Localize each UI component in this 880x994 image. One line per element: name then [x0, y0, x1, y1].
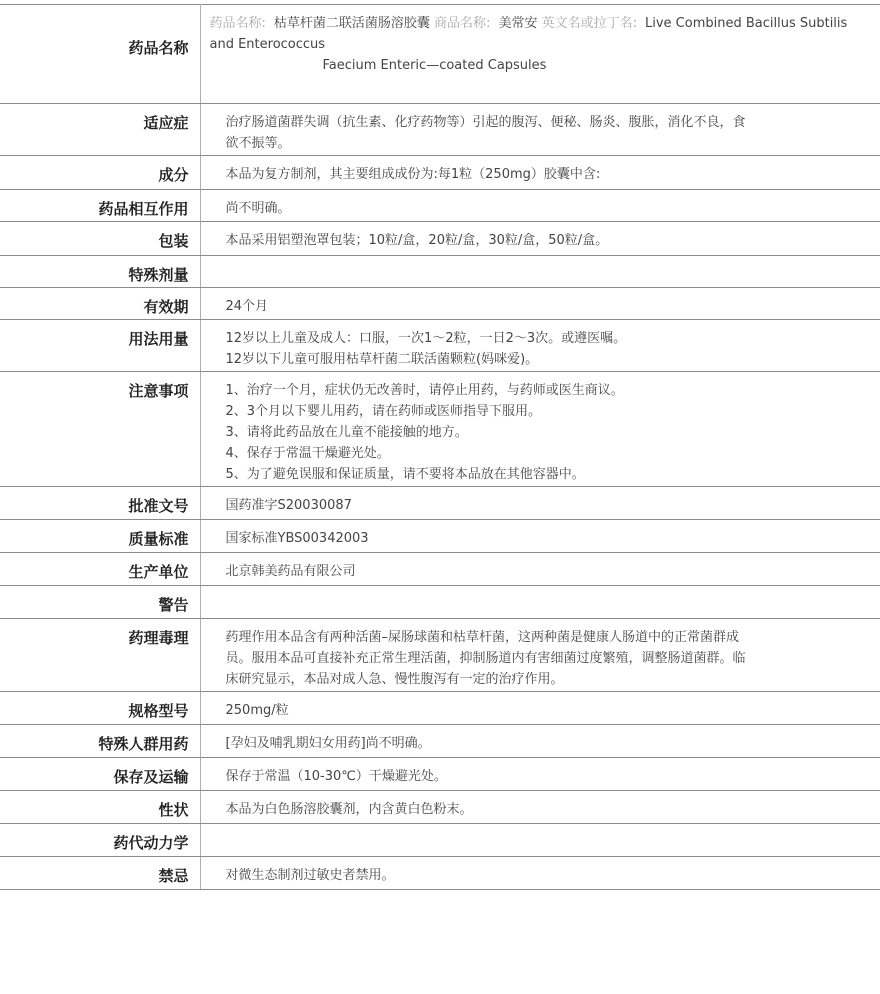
spec-value: [200, 104, 880, 156]
generic-name-line: [210, 16, 430, 31]
spec-value-line: 尚不明确。: [225, 201, 291, 216]
spec-row: [0, 256, 880, 288]
spec-value-line: 12岁以上儿童及成人：口服，一次1～2粒，一日2～3次。或遵医嘱。: [225, 331, 627, 346]
spec-row: [0, 320, 880, 372]
spec-value: [200, 520, 880, 553]
spec-value-line: 北京韩美药品有限公司: [225, 564, 356, 579]
spec-key: 警告: [0, 586, 200, 619]
spec-value-line: 本品为白色肠溶胶囊剂，内含黄白色粉末。: [225, 802, 473, 817]
spec-row: [0, 857, 880, 890]
spec-value: [200, 553, 880, 586]
spec-key: 禁忌: [0, 857, 200, 890]
spec-value: [200, 256, 880, 288]
spec-key: 有效期: [0, 288, 200, 320]
spec-value: [200, 5, 880, 104]
spec-key: 用法用量: [0, 320, 200, 372]
spec-value: [200, 758, 880, 791]
spec-row: [0, 791, 880, 824]
spec-key: 性状: [0, 791, 200, 824]
spec-value: [200, 725, 880, 758]
spec-value-line: 250mg/粒: [225, 703, 289, 718]
spec-row: [0, 288, 880, 320]
spec-value-line: 5、为了避免误服和保证质量，请不要将本品放在其他容器中。: [225, 467, 585, 482]
spec-key: 特殊剂量: [0, 256, 200, 288]
spec-row: [0, 586, 880, 619]
spec-value: [200, 487, 880, 520]
spec-value-line: 本品为复方制剂，其主要组成成份为:每1粒（250mg）胶囊中含:: [225, 167, 601, 182]
spec-value-line: 国药准字S20030087: [225, 498, 352, 513]
spec-value: [200, 857, 880, 890]
spec-row: [0, 758, 880, 791]
spec-table-body: [0, 5, 880, 890]
spec-value-line: 治疗肠道菌群失调（抗生素、化疗药物等）引起的腹泻、便秘、肠炎、腹胀，消化不良，食: [225, 115, 746, 130]
spec-row: [0, 372, 880, 487]
spec-value: [200, 791, 880, 824]
spec-key: 生产单位: [0, 553, 200, 586]
spec-value-line: 药理作用本品含有两种活菌–屎肠球菌和枯草杆菌，这两种菌是健康人肠道中的正常菌群成: [225, 630, 740, 645]
spec-value-line: 1、治疗一个月，症状仍无改善时，请停止用药，与药师或医生商议。: [225, 383, 624, 398]
spec-value-line: 床研究显示，本品对成人急、慢性腹泻有一定的治疗作用。: [225, 672, 564, 687]
generic-name-label: 药品名称:: [209, 16, 266, 31]
spec-value: [200, 156, 880, 190]
spec-value: [200, 586, 880, 619]
spec-row: [0, 520, 880, 553]
generic-name-value: 枯草杆菌二联活菌肠溶胶囊: [273, 16, 430, 31]
spec-key: 药品相互作用: [0, 190, 200, 222]
spec-value-line: 员。服用本品可直接补充正常生理活菌，抑制肠道内有害细菌过度繁殖，调整肠道菌群。临: [225, 651, 746, 666]
spec-row-drug-name: [0, 5, 880, 104]
trade-name-value: 美常安: [498, 16, 538, 31]
spec-key: 包装: [0, 222, 200, 256]
spec-value: [200, 372, 880, 487]
spec-value: [200, 619, 880, 692]
spec-key: 规格型号: [0, 692, 200, 725]
drug-spec-table: [0, 4, 880, 890]
spec-value-line: 保存于常温（10-30℃）干燥避光处。: [225, 769, 447, 784]
spec-row: [0, 190, 880, 222]
spec-key: 保存及运输: [0, 758, 200, 791]
spec-value-line: 欲不振等。: [225, 136, 291, 151]
spec-value-line: 2、3个月以下婴儿用药，请在药师或医师指导下服用。: [225, 404, 542, 419]
spec-key: 药理毒理: [0, 619, 200, 692]
spec-key: 适应症: [0, 104, 200, 156]
spec-key: 质量标准: [0, 520, 200, 553]
spec-row: [0, 692, 880, 725]
spec-value: [200, 692, 880, 725]
trade-name-line: [434, 16, 537, 31]
spec-value: [200, 222, 880, 256]
spec-value-line: 本品采用铝塑泡罩包装；10粒/盒，20粒/盒，30粒/盒，50粒/盒。: [225, 233, 609, 248]
spec-value-line: 4、保存于常温干燥避光处。: [225, 446, 390, 461]
spec-row: [0, 824, 880, 857]
spec-row: [0, 156, 880, 190]
spec-row: [0, 553, 880, 586]
spec-key: 药代动力学: [0, 824, 200, 857]
spec-value: [200, 320, 880, 372]
english-name-value-cont: Faecium Enteric—coated Capsules: [322, 58, 547, 73]
spec-row: [0, 725, 880, 758]
english-name-label: 英文名或拉丁名:: [541, 16, 637, 31]
spec-row: [0, 619, 880, 692]
spec-value-line: 12岁以下儿童可服用枯草杆菌二联活菌颗粒(妈咪爱)。: [225, 352, 539, 367]
spec-value: [200, 824, 880, 857]
spec-row: [0, 487, 880, 520]
spec-value-line: [孕妇及哺乳期妇女用药]尚不明确。: [225, 736, 431, 751]
english-name-value: Live Combined Bacillus Subtilis and Enterococcus: [209, 16, 848, 52]
spec-value: [200, 288, 880, 320]
spec-key: 特殊人群用药: [0, 725, 200, 758]
spec-value-line: 3、请将此药品放在儿童不能接触的地方。: [225, 425, 468, 440]
spec-key: 药品名称: [0, 5, 200, 104]
spec-value-line: 24个月: [225, 299, 269, 314]
spec-value-line: 国家标准YBS00342003: [225, 531, 369, 546]
trade-name-label: 商品名称:: [434, 16, 491, 31]
spec-row: [0, 104, 880, 156]
spec-key: 批准文号: [0, 487, 200, 520]
spec-value-line: 对微生态制剂过敏史者禁用。: [225, 868, 395, 883]
spec-row: [0, 222, 880, 256]
spec-key: 注意事项: [0, 372, 200, 487]
spec-key: 成分: [0, 156, 200, 190]
spec-value: [200, 190, 880, 222]
